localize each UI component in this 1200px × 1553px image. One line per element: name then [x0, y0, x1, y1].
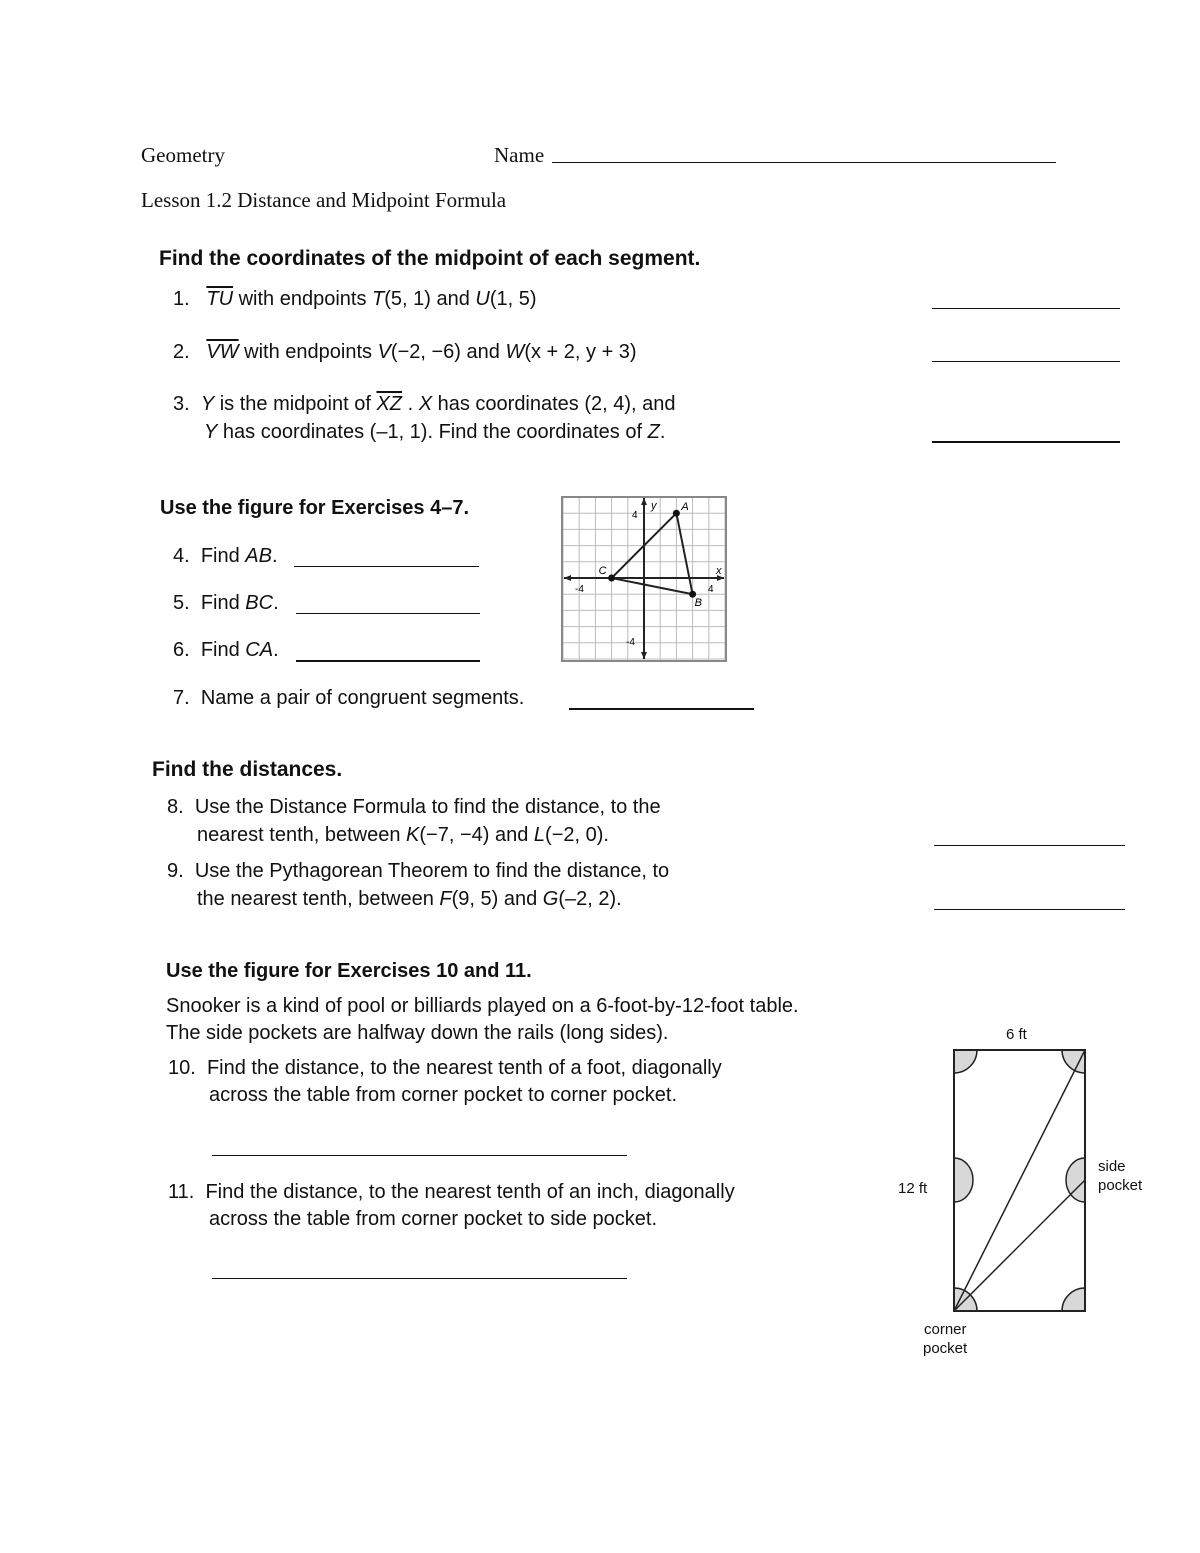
y-axis-arrow-up [641, 498, 647, 505]
point-label-b: B [694, 597, 702, 610]
item-number: 5. [173, 592, 190, 614]
item-number: 11. [168, 1181, 195, 1203]
item-9-line2 [197, 888, 622, 911]
lesson-title: Lesson 1.2 Distance and Midpoint Formula [141, 188, 507, 212]
side-pocket-label: side [1098, 1158, 1126, 1175]
item-8-line2 [197, 824, 609, 847]
text: . [402, 393, 419, 415]
item-number: 2. [173, 341, 190, 363]
text: Find [200, 592, 246, 614]
intro-line-2: The side pockets are halfway down the rails (long sides). [166, 1022, 669, 1044]
corner-pocket-bottom-right [1062, 1288, 1085, 1311]
item-10 [168, 1057, 722, 1080]
point: Z [647, 421, 660, 443]
item-4 [173, 545, 278, 568]
corner-pocket-label: pocket [923, 1340, 968, 1357]
item-number: 6. [173, 639, 190, 661]
corner-pocket-label: corner [924, 1321, 967, 1338]
length-label: 12 ft [898, 1180, 928, 1197]
item-10-line2: across the table from corner pocket to corner pocket. [209, 1084, 677, 1106]
item-number: 4. [173, 545, 190, 567]
tick-label: 4 [708, 584, 714, 595]
item-8 [167, 796, 661, 819]
text: Use the Pythagorean Theorem to find the distance, to [194, 860, 670, 882]
item-1 [173, 288, 537, 311]
text: (−2, 0). [545, 824, 609, 846]
answer-blank-10[interactable] [212, 1155, 627, 1156]
text: (–2, 2). [558, 888, 622, 910]
coordinate-graph [560, 495, 728, 663]
item-11 [168, 1181, 735, 1204]
triangle-edges [612, 513, 693, 594]
x-axis-arrow-left [564, 575, 571, 581]
item-11-line2: across the table from corner pocket to side pocket. [209, 1208, 657, 1230]
text: . [273, 639, 279, 661]
segment: AB [245, 545, 272, 567]
text: with endpoints [233, 288, 373, 310]
text: . [659, 421, 666, 443]
text: Name a pair of congruent segments. [200, 687, 525, 709]
item-3 [173, 393, 676, 416]
text: nearest tenth, between [197, 824, 407, 846]
text: the nearest tenth, between [197, 888, 440, 910]
course-title: Geometry [141, 143, 225, 167]
point: Y [204, 421, 218, 443]
text: (1, 5) [489, 288, 537, 310]
text: (x + 2, y + 3) [524, 341, 637, 363]
item-9 [167, 860, 669, 883]
section3-heading: Find the distances. [152, 758, 343, 781]
text: with endpoints [238, 341, 378, 363]
tick-label: -4 [575, 584, 584, 595]
text: (5, 1) and [384, 288, 476, 310]
item-number: 1. [173, 288, 190, 310]
tick-label: 4 [632, 510, 638, 521]
item-number: 7. [173, 687, 190, 709]
point: W [505, 341, 525, 363]
side-pocket-label: pocket [1098, 1177, 1143, 1194]
answer-blank-6[interactable] [296, 660, 480, 662]
segment: $\overline{VW}$ [206, 341, 239, 363]
y-axis-arrow-down [641, 652, 647, 659]
side-pocket-left [954, 1158, 973, 1202]
answer-blank-2[interactable] [932, 361, 1120, 362]
text: Find the distance, to the nearest tenth of a foot, diagonally [206, 1057, 722, 1079]
point-c [608, 575, 615, 582]
text: (9, 5) and [451, 888, 543, 910]
x-axis-label: x [716, 565, 722, 577]
point-a [673, 510, 680, 517]
text: . [271, 545, 278, 567]
snooker-table-figure [950, 1046, 1090, 1316]
point: U [475, 288, 490, 310]
point: K [406, 824, 420, 846]
corner-pocket-top-right [1062, 1050, 1085, 1073]
text: Find [200, 639, 246, 661]
segment: BC [245, 592, 274, 614]
point: F [439, 888, 452, 910]
item-5 [173, 592, 279, 615]
point: G [542, 888, 559, 910]
answer-blank-8[interactable] [934, 845, 1125, 846]
point: L [533, 824, 546, 846]
name-blank[interactable] [552, 162, 1056, 163]
item-6 [173, 639, 279, 662]
text: . [273, 592, 279, 614]
text: (−7, −4) and [419, 824, 534, 846]
item-7 [173, 687, 524, 710]
item-number: 10. [168, 1057, 196, 1079]
point: X [418, 393, 433, 415]
text: is the midpoint of [214, 393, 377, 415]
answer-blank-5[interactable] [296, 613, 480, 614]
point: V [377, 341, 391, 363]
point: Y [200, 393, 215, 415]
section4-heading: Use the figure for Exercises 10 and 11. [166, 960, 532, 982]
text: Find [200, 545, 246, 567]
segment: $\overline{XZ}$ [376, 393, 403, 415]
text: Use the Distance Formula to find the distance, to the [194, 796, 661, 818]
answer-blank-1[interactable] [932, 308, 1120, 309]
section1-heading: Find the coordinates of the midpoint of each segment. [159, 247, 701, 270]
answer-blank-7[interactable] [569, 708, 754, 710]
intro-line-1: Snooker is a kind of pool or billiards played on a 6-foot-by-12-foot table. [166, 995, 799, 1017]
section2-heading: Use the figure for Exercises 4–7. [160, 497, 470, 519]
answer-blank-11[interactable] [212, 1278, 627, 1279]
text: has coordinates (2, 4), and [432, 393, 676, 415]
answer-blank-4[interactable] [294, 566, 479, 567]
triangle-abc [599, 501, 702, 609]
point: T [372, 288, 385, 310]
item-2 [173, 341, 637, 364]
tick-label: -4 [626, 637, 635, 648]
item-number: 8. [167, 796, 184, 818]
point-label-c: C [598, 565, 607, 577]
item-number: 9. [167, 860, 184, 882]
point-label-a: A [681, 501, 689, 514]
y-axis-label: y [651, 500, 657, 512]
item-3-line2 [204, 421, 665, 444]
text: has coordinates (–1, 1). Find the coordinates of [217, 421, 648, 443]
answer-blank-3[interactable] [932, 441, 1120, 443]
text: (−2, −6) and [390, 341, 506, 363]
item-number: 3. [173, 393, 190, 415]
answer-blank-9[interactable] [934, 909, 1125, 910]
name-label: Name [494, 143, 545, 167]
corner-pocket-top-left [954, 1050, 977, 1073]
segment: CA [245, 639, 274, 661]
diagonal-corner-to-side [954, 1180, 1085, 1311]
segment: $\overline{TU}$ [206, 288, 234, 310]
width-label: 6 ft [1006, 1026, 1027, 1043]
text: Find the distance, to the nearest tenth of an inch, diagonally [205, 1181, 735, 1203]
